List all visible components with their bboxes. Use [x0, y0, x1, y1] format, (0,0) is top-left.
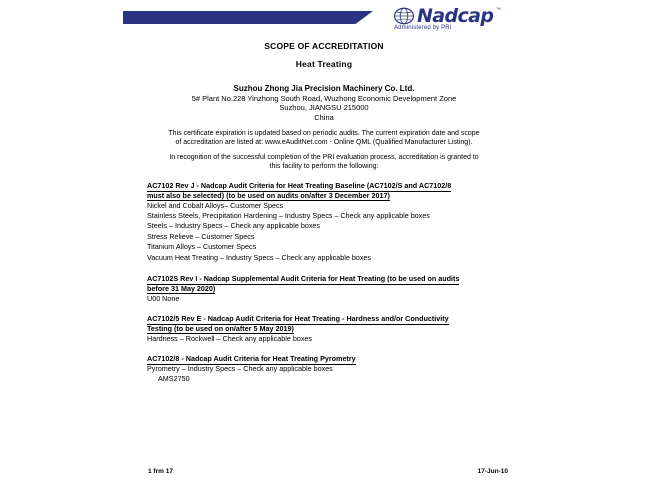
logo-wordmark: Nadcap: [417, 5, 494, 27]
section-heading-cont: [147, 324, 517, 334]
company-address-line-2: Suzhou, JIANGSU 215000: [279, 103, 369, 112]
recognition-paragraph: [129, 154, 519, 171]
footer-page-label: 1 frm 17: [148, 468, 173, 475]
expiration-paragraph: [129, 130, 519, 147]
document-footer: [0, 466, 648, 488]
section-heading-cont: [147, 191, 517, 201]
footer-date: 17-Jun-10: [477, 468, 508, 475]
company-country: China: [314, 112, 334, 122]
nadcap-logo: [393, 6, 505, 32]
section-heading: [147, 314, 517, 324]
logo-tagline: Administered by PRI: [394, 25, 452, 31]
accent-bar: [123, 11, 373, 24]
section-heading: [147, 181, 517, 191]
page-subtitle: Heat Treating: [295, 59, 353, 69]
recognition-line-2: this facility to perform the following:: [269, 162, 379, 170]
document-header: [0, 0, 648, 36]
list-item: Stress Relieve – Customer Specs: [147, 231, 255, 241]
expiration-line-2: of accreditation are listed at: www.eAuditNet.com - Online QML (Qualified Manufacturer Listing).: [175, 138, 473, 146]
section-ac7102-5: [147, 314, 517, 344]
section-ac7102s: [147, 274, 517, 304]
list-item: Vacuum Heat Treating – Industry Specs – Check any applicable boxes: [147, 252, 372, 262]
list-item: Hardness – Rockwell – Check any applicable boxes: [147, 333, 313, 343]
section-heading-line-2: must also be selected) (to be used on audits on/after 3 December 2017): [147, 190, 390, 200]
accreditation-sections: [147, 181, 517, 385]
section-heading-line-1: AC7102 Rev J - Nadcap Audit Criteria for Heat Treating Baseline (AC7102/S and AC7102/8: [147, 181, 452, 190]
section-heading: [147, 354, 517, 364]
section-ac7102-8: [147, 354, 517, 385]
section-heading-line-2: before 31 May 2020): [147, 283, 216, 293]
company-name: Suzhou Zhong Jia Precision Machinery Co. Ltd.: [233, 84, 415, 93]
section-spacer: [147, 304, 517, 314]
page-title: SCOPE OF ACCREDITATION: [264, 41, 384, 51]
section-heading: [147, 274, 517, 284]
section-spacer: [147, 344, 517, 354]
expiration-line-1: This certificate expiration is updated based on periodic audits. The current expiration date and scope: [168, 130, 480, 137]
list-item: Pyrometry – Industry Specs – Check any applicable boxes: [147, 363, 333, 373]
list-item: Steels – Industry Specs – Check any applicable boxes: [147, 221, 320, 231]
logo-trademark: ™: [496, 7, 501, 13]
company-address-line-1: 5# Plant No.228 Yinzhong South Road, Wuzhong Economic Development Zone: [191, 93, 457, 103]
section-heading-line-1: AC7102/8 - Nadcap Audit Criteria for Heat Treating Pyrometry: [147, 354, 356, 364]
list-item: Nickel and Cobalt Alloys– Customer Specs: [147, 200, 284, 210]
recognition-line-1: In recognition of the successful completion of the PRI evaluation process, accreditation is granted to: [169, 154, 479, 161]
list-sub-item: AMS2750: [158, 374, 190, 384]
company-block: [0, 84, 648, 122]
list-item: Stainless Steels, Precipitation Hardening – Industry Specs – Check any applicable boxes: [147, 211, 430, 220]
section-heading-line-2: Testing (to be used on on/after 5 May 2019): [147, 323, 294, 333]
list-item: U00 None: [147, 293, 180, 303]
globe-icon: [393, 7, 415, 25]
section-ac7102: [147, 181, 517, 263]
section-heading-line-1: AC7102S Rev I - Nadcap Supplemental Audit Criteria for Heat Treating (to be used on audits: [147, 274, 460, 284]
list-item: Titanium Alloys – Customer Specs: [147, 242, 257, 252]
section-heading-cont: [147, 284, 517, 294]
section-heading-line-1: AC7102/5 Rev E - Nadcap Audit Criteria for Heat Treating - Hardness and/or Conductivity: [147, 314, 449, 324]
section-spacer: [147, 263, 517, 274]
